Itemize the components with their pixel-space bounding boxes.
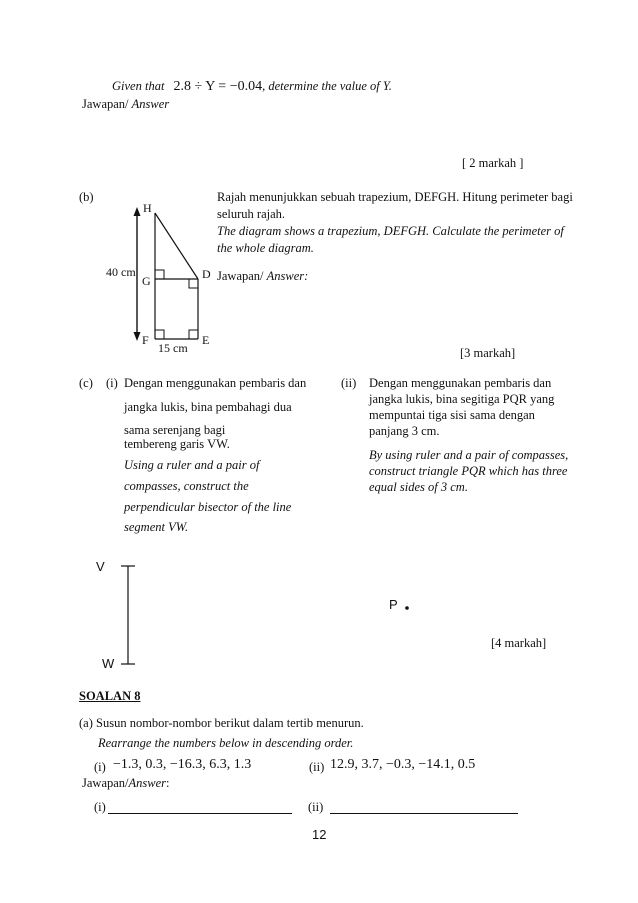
answer-label-s8: Jawapan/Answer: [82, 776, 170, 790]
c-i-en-3: perpendicular bisector of the line [124, 500, 292, 514]
s8-ans-i-label: (i) [94, 800, 106, 814]
given-prefix: Given that [112, 79, 165, 93]
c-i-ms-3: sama serenjang bagi [124, 423, 226, 437]
vertex-h: H [143, 201, 152, 215]
c-ii-en-1: By using ruler and a pair of compasses, [369, 448, 569, 462]
s8-ans-i-line[interactable] [108, 801, 292, 814]
s8-a-ms: (a) Susun nombor-nombor berikut dalam tertib menurun. [79, 716, 364, 730]
marks-c: [4 markah] [491, 636, 547, 650]
c-ii-ms-1: Dengan menggunakan pembaris dan [369, 376, 552, 390]
equation: 2.8 ÷ Y = −0.04 [173, 79, 263, 94]
s8-i-label: (i) [94, 760, 106, 774]
point-p-dot [405, 606, 409, 610]
page-number: 12 [312, 827, 327, 842]
c-i-en-4: segment VW. [124, 520, 189, 534]
label-p: P [389, 597, 398, 612]
part-ii-label: (ii) [341, 376, 357, 390]
question-c-label: (c) [79, 376, 93, 390]
label-v: V [96, 559, 105, 574]
q-b-ms-2: seluruh rajah. [217, 207, 286, 221]
c-ii-en-2: construct triangle PQR which has three [369, 464, 568, 478]
height-label: 40 cm [106, 265, 136, 279]
q-b-ms-1: Rajah menunjukkan sebuah trapezium, DEFGH. Hitung perimeter bagi [217, 190, 573, 204]
s8-ans-ii-line[interactable] [330, 801, 518, 814]
c-i-en-1: Using a ruler and a pair of [124, 458, 260, 472]
soalan-8-title: SOALAN 8 [79, 689, 141, 703]
c-i-ms-4: tembereng garis VW. [124, 437, 230, 451]
label-w: W [102, 656, 115, 671]
vertex-g: G [142, 274, 151, 288]
vertex-d: D [202, 267, 211, 281]
s8-ii-numbers: 12.9, 3.7, −0.3, −14.1, 0.5 [330, 757, 476, 772]
s8-ii-label: (ii) [309, 760, 325, 774]
marks-b: [3 markah] [460, 346, 516, 360]
q-b-en-1: The diagram shows a trapezium, DEFGH. Calculate the perimeter of [217, 224, 564, 238]
vertex-f: F [142, 333, 149, 347]
given-suffix: , determine the value of Y. [262, 79, 392, 93]
c-ii-ms-3: mempuntai tiga sisi sama dengan [369, 408, 535, 422]
c-i-en-2: compasses, construct the [124, 479, 249, 493]
c-ii-ms-4: panjang 3 cm. [369, 424, 440, 438]
part-i-label: (i) [106, 376, 118, 390]
s8-i-numbers: −1.3, 0.3, −16.3, 6.3, 1.3 [113, 757, 252, 772]
base-label: 15 cm [158, 341, 188, 355]
answer-label-a: Jawapan/ Answer [82, 97, 170, 111]
question-b-label: (b) [79, 190, 94, 204]
vertex-e: E [202, 333, 210, 347]
s8-a-en: Rearrange the numbers below in descending order. [98, 736, 354, 750]
answer-label-b: Jawapan/ Answer: [217, 269, 309, 283]
c-i-ms-2: jangka lukis, bina pembahagi dua [124, 400, 292, 414]
q-b-en-2: the whole diagram. [217, 241, 314, 255]
marks-a: [ 2 markah ] [462, 156, 524, 170]
c-i-ms-1: Dengan menggunakan pembaris dan [124, 376, 307, 390]
c-ii-ms-2: jangka lukis, bina segitiga PQR yang [369, 392, 555, 406]
c-ii-en-3: equal sides of 3 cm. [369, 480, 468, 494]
s8-ans-ii-label: (ii) [308, 800, 324, 814]
